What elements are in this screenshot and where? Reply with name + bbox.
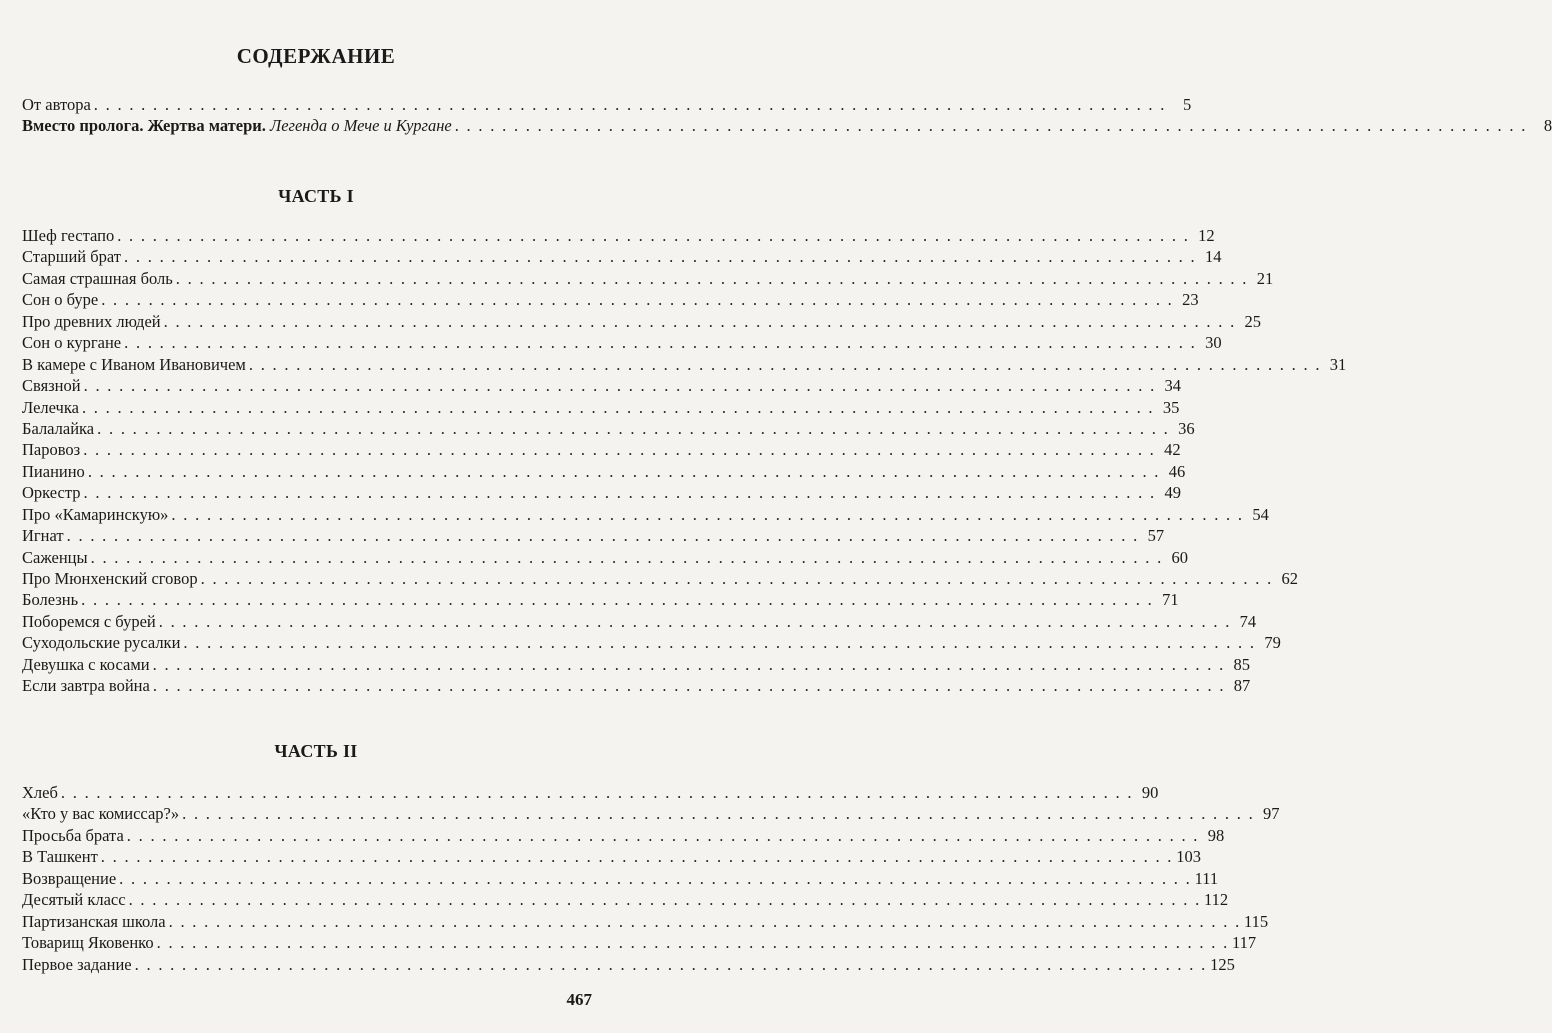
toc-entry <box>22 889 1229 910</box>
toc-entry <box>22 504 1269 525</box>
toc-entry-title: Шеф гестапо <box>22 226 115 245</box>
toc-entry-title: В Ташкент <box>22 847 98 867</box>
toc-entry <box>22 868 1219 889</box>
dot-leader: . . . . . . . . . . . . . . . . . . . . . . . . . . . . . . . . . . . . . . . . . . . . . . . . . . . . . . . . . . . . . . . . . . . . . . . . . . . . . . . . . . . . . . . . . . . <box>200 569 1274 588</box>
toc-entry-page: 42 <box>1164 440 1181 460</box>
toc-entry <box>22 568 1299 589</box>
toc-entry <box>22 115 1552 136</box>
dot-leader: . . . . . . . . . . . . . . . . . . . . . . . . . . . . . . . . . . . . . . . . . . . . . . . . . . . . . . . . . . . . . . . . . . . . . . . . . . . . . . . . . . . . . . . . . . . <box>93 95 1167 114</box>
dot-leader: . . . . . . . . . . . . . . . . . . . . . . . . . . . . . . . . . . . . . . . . . . . . . . . . . . . . . . . . . . . . . . . . . . . . . . . . . . . . . . . . . . . . . . . . . . . <box>454 116 1528 136</box>
toc-entry-page: 103 <box>1176 847 1201 867</box>
toc-entry-page: 12 <box>1198 226 1215 245</box>
toc-entry <box>22 803 1280 824</box>
toc-entry-title: Поборемся с бурей <box>22 611 156 631</box>
toc-entry <box>22 825 1225 846</box>
toc-entry-title: Балалайка <box>22 418 95 438</box>
dot-leader: . . . . . . . . . . . . . . . . . . . . . . . . . . . . . . . . . . . . . . . . . . . . . . . . . . . . . . . . . . . . . . . . . . . . . . . . . . . . . . . . . . . . . . . . . . . <box>117 226 1190 245</box>
toc-entry <box>22 589 1179 610</box>
toc-entry-page: 54 <box>1252 504 1269 524</box>
toc-entry-page: 62 <box>1281 569 1299 588</box>
toc-entry-page: 5 <box>1182 95 1192 114</box>
toc-entry-page: 35 <box>1162 397 1180 417</box>
dot-leader: . . . . . . . . . . . . . . . . . . . . . . . . . . . . . . . . . . . . . . . . . . . . . . . . . . . . . . . . . . . . . . . . . . . . . . . . . . . . . . . . . . . . . . . . . . . <box>158 611 1232 631</box>
toc-entry-title: В камере с Иваном Ивановичем <box>22 354 246 374</box>
dot-leader: . . . . . . . . . . . . . . . . . . . . . . . . . . . . . . . . . . . . . . . . . . . . . . . . . . . . . . . . . . . . . . . . . . . . . . . . . . . . . . . . . . . . . . . . . . . <box>101 290 1174 310</box>
dot-leader: . . . . . . . . . . . . . . . . . . . . . . . . . . . . . . . . . . . . . . . . . . . . . . . . . . . . . . . . . . . . . . . . . . . . . . . . . . . . . . . . . . . . . . . . . . . <box>171 504 1244 524</box>
toc-entry-title: Про Мюнхенский сговор <box>22 569 198 588</box>
part-2-list <box>22 782 1280 975</box>
toc-entry <box>22 654 1251 675</box>
toc-entry-title: Болезнь <box>22 590 79 610</box>
toc-entry-page: 125 <box>1210 954 1235 974</box>
toc-entry <box>22 675 1251 696</box>
toc-entry-page: 30 <box>1205 333 1222 353</box>
toc-entry-page: 115 <box>1244 911 1269 931</box>
toc-entry-title: Если завтра война <box>22 676 150 696</box>
toc-entry-page: 57 <box>1147 526 1165 546</box>
toc-entry-title: «Кто у вас комиссар?» <box>22 804 180 824</box>
dot-leader: . . . . . . . . . . . . . . . . . . . . . . . . . . . . . . . . . . . . . . . . . . . . . . . . . . . . . . . . . . . . . . . . . . . . . . . . . . . . . . . . . . . . . . . . . . . <box>81 397 1155 417</box>
toc-entry-page: 21 <box>1256 268 1274 288</box>
toc-entry-title: Старший брат <box>22 247 122 267</box>
front-matter-list <box>22 94 1552 137</box>
toc-entry-title: Первое задание <box>22 954 132 974</box>
toc-entry-page: 87 <box>1233 676 1251 696</box>
toc-entry-title: Оркестр <box>22 483 81 503</box>
dot-leader: . . . . . . . . . . . . . . . . . . . . . . . . . . . . . . . . . . . . . . . . . . . . . . . . . . . . . . . . . . . . . . . . . . . . . . . . . . . . . . . . . . . . . . . . . . . <box>152 654 1226 674</box>
toc-entry <box>22 397 1180 418</box>
dot-leader: . . . . . . . . . . . . . . . . . . . . . . . . . . . . . . . . . . . . . . . . . . . . . . . . . . . . . . . . . . . . . . . . . . . . . . . . . . . . . . . . . . . . . . . . . . . <box>168 911 1242 931</box>
toc-entry-title: Связной <box>22 376 81 396</box>
toc-entry <box>22 461 1186 482</box>
toc-entry-title <box>22 115 452 136</box>
toc-entry <box>22 354 1347 375</box>
toc-entry-title: Возвращение <box>22 868 117 888</box>
dot-leader: . . . . . . . . . . . . . . . . . . . . . . . . . . . . . . . . . . . . . . . . . . . . . . . . . . . . . . . . . . . . . . . . . . . . . . . . . . . . . . . . . . . . . . . . . . . <box>66 526 1140 546</box>
toc-entry <box>22 246 1222 267</box>
toc-entry-title: Просьба брата <box>22 825 124 845</box>
toc-entry <box>22 311 1262 332</box>
toc-entry <box>22 632 1281 653</box>
dot-leader: . . . . . . . . . . . . . . . . . . . . . . . . . . . . . . . . . . . . . . . . . . . . . . . . . . . . . . . . . . . . . . . . . . . . . . . . . . . . . . . . . . . . . . . . . . . <box>100 847 1174 867</box>
toc-entry-page: 90 <box>1141 783 1159 802</box>
dot-leader: . . . . . . . . . . . . . . . . . . . . . . . . . . . . . . . . . . . . . . . . . . . . . . . . . . . . . . . . . . . . . . . . . . . . . . . . . . . . . . . . . . . . . . . . . . . <box>81 590 1154 610</box>
toc-entry-page: 71 <box>1162 590 1179 610</box>
toc-entry-title: Суходольские русалки <box>22 633 181 653</box>
part-1-heading: ЧАСТЬ I <box>278 186 354 206</box>
toc-entry <box>22 375 1182 396</box>
toc-entry <box>22 332 1222 353</box>
toc-entry-page: 34 <box>1164 376 1182 396</box>
dot-leader: . . . . . . . . . . . . . . . . . . . . . . . . . . . . . . . . . . . . . . . . . . . . . . . . . . . . . . . . . . . . . . . . . . . . . . . . . . . . . . . . . . . . . . . . . . . <box>182 804 1255 824</box>
toc-entry-title: Лелечка <box>22 397 79 417</box>
toc-entry-page: 117 <box>1232 933 1257 953</box>
toc-entry-page: 79 <box>1264 633 1281 653</box>
toc-entry <box>22 911 1269 932</box>
toc-entry <box>22 439 1181 460</box>
toc-entry-title: Самая страшная боль <box>22 268 173 288</box>
toc-entry-title: Сон о буре <box>22 290 99 310</box>
toc-entry-title: Саженцы <box>22 547 88 567</box>
toc-entry <box>22 94 1192 115</box>
toc-entry-title: Паровоз <box>22 440 81 460</box>
toc-entry <box>22 954 1235 975</box>
part-2-heading: ЧАСТЬ II <box>274 741 358 761</box>
toc-entry-page: 14 <box>1204 247 1222 267</box>
toc-entry-page: 74 <box>1239 611 1257 631</box>
dot-leader: . . . . . . . . . . . . . . . . . . . . . . . . . . . . . . . . . . . . . . . . . . . . . . . . . . . . . . . . . . . . . . . . . . . . . . . . . . . . . . . . . . . . . . . . . . . <box>83 483 1156 503</box>
part-1-list <box>22 225 1347 697</box>
dot-leader: . . . . . . . . . . . . . . . . . . . . . . . . . . . . . . . . . . . . . . . . . . . . . . . . . . . . . . . . . . . . . . . . . . . . . . . . . . . . . . . . . . . . . . . . . . . <box>124 333 1197 353</box>
toc-entry <box>22 525 1165 546</box>
dot-leader: . . . . . . . . . . . . . . . . . . . . . . . . . . . . . . . . . . . . . . . . . . . . . . . . . . . . . . . . . . . . . . . . . . . . . . . . . . . . . . . . . . . . . . . . . . . <box>87 461 1161 481</box>
toc-entry-page: 60 <box>1171 547 1189 567</box>
dot-leader: . . . . . . . . . . . . . . . . . . . . . . . . . . . . . . . . . . . . . . . . . . . . . . . . . . . . . . . . . . . . . . . . . . . . . . . . . . . . . . . . . . . . . . . . . . . <box>248 354 1322 374</box>
toc-entry-page: 23 <box>1182 290 1199 310</box>
toc-entry-title: Товарищ Яковенко <box>22 933 154 953</box>
toc-entry-title: Партизанская школа <box>22 911 166 931</box>
toc-entry-page: 97 <box>1263 804 1280 824</box>
dot-leader: . . . . . . . . . . . . . . . . . . . . . . . . . . . . . . . . . . . . . . . . . . . . . . . . . . . . . . . . . . . . . . . . . . . . . . . . . . . . . . . . . . . . . . . . . . . <box>183 633 1256 653</box>
dot-leader: . . . . . . . . . . . . . . . . . . . . . . . . . . . . . . . . . . . . . . . . . . . . . . . . . . . . . . . . . . . . . . . . . . . . . . . . . . . . . . . . . . . . . . . . . . . <box>175 268 1249 288</box>
toc-entry-page: 25 <box>1244 311 1262 331</box>
dot-leader: . . . . . . . . . . . . . . . . . . . . . . . . . . . . . . . . . . . . . . . . . . . . . . . . . . . . . . . . . . . . . . . . . . . . . . . . . . . . . . . . . . . . . . . . . . . <box>97 418 1170 438</box>
dot-leader: . . . . . . . . . . . . . . . . . . . . . . . . . . . . . . . . . . . . . . . . . . . . . . . . . . . . . . . . . . . . . . . . . . . . . . . . . . . . . . . . . . . . . . . . . . . <box>119 868 1192 888</box>
toc-entry-title: Девушка с косами <box>22 654 150 674</box>
toc-entry <box>22 547 1189 568</box>
dot-leader: . . . . . . . . . . . . . . . . . . . . . . . . . . . . . . . . . . . . . . . . . . . . . . . . . . . . . . . . . . . . . . . . . . . . . . . . . . . . . . . . . . . . . . . . . . . <box>83 440 1156 460</box>
toc-entry-title: Про «Камаринскую» <box>22 504 169 524</box>
toc-entry-page: 8 <box>1543 116 1552 136</box>
toc-entry-title: Хлеб <box>22 783 58 802</box>
dot-leader: . . . . . . . . . . . . . . . . . . . . . . . . . . . . . . . . . . . . . . . . . . . . . . . . . . . . . . . . . . . . . . . . . . . . . . . . . . . . . . . . . . . . . . . . . . . <box>156 933 1230 953</box>
toc-entry <box>22 782 1159 803</box>
toc-entry <box>22 482 1181 503</box>
toc-entry-title: Пианино <box>22 461 85 481</box>
toc-entry-title: От автора <box>22 95 91 114</box>
toc-entry <box>22 418 1195 439</box>
dot-leader: . . . . . . . . . . . . . . . . . . . . . . . . . . . . . . . . . . . . . . . . . . . . . . . . . . . . . . . . . . . . . . . . . . . . . . . . . . . . . . . . . . . . . . . . . . . <box>134 954 1208 974</box>
dot-leader: . . . . . . . . . . . . . . . . . . . . . . . . . . . . . . . . . . . . . . . . . . . . . . . . . . . . . . . . . . . . . . . . . . . . . . . . . . . . . . . . . . . . . . . . . . . <box>83 376 1157 396</box>
toc-entry <box>22 846 1201 867</box>
toc-entry-page: 46 <box>1168 461 1186 481</box>
toc-entry-page: 36 <box>1178 418 1195 438</box>
toc-entry <box>22 611 1257 632</box>
toc-entry-page: 98 <box>1207 825 1225 845</box>
toc-entry <box>22 225 1215 246</box>
toc-entry-title: Сон о кургане <box>22 333 122 353</box>
toc-entry-page: 31 <box>1329 354 1347 374</box>
toc-entry-title: Про древних людей <box>22 311 161 331</box>
toc-entry-bold-title: Вместо пролога. Жертва матери. <box>22 116 266 136</box>
toc-entry <box>22 268 1274 289</box>
page-number: 467 <box>566 990 592 1009</box>
dot-leader: . . . . . . . . . . . . . . . . . . . . . . . . . . . . . . . . . . . . . . . . . . . . . . . . . . . . . . . . . . . . . . . . . . . . . . . . . . . . . . . . . . . . . . . . . . . <box>152 676 1226 696</box>
toc-entry-page: 85 <box>1233 654 1251 674</box>
toc-entry-title: Десятый класс <box>22 890 126 910</box>
contents-title: СОДЕРЖАНИЕ <box>236 44 396 68</box>
toc-entry-italic-subtitle: Легенда о Мече и Кургане <box>270 116 452 136</box>
dot-leader: . . . . . . . . . . . . . . . . . . . . . . . . . . . . . . . . . . . . . . . . . . . . . . . . . . . . . . . . . . . . . . . . . . . . . . . . . . . . . . . . . . . . . . . . . . . <box>124 247 1197 267</box>
dot-leader: . . . . . . . . . . . . . . . . . . . . . . . . . . . . . . . . . . . . . . . . . . . . . . . . . . . . . . . . . . . . . . . . . . . . . . . . . . . . . . . . . . . . . . . . . . . <box>60 783 1134 802</box>
dot-leader: . . . . . . . . . . . . . . . . . . . . . . . . . . . . . . . . . . . . . . . . . . . . . . . . . . . . . . . . . . . . . . . . . . . . . . . . . . . . . . . . . . . . . . . . . . . <box>126 825 1200 845</box>
toc-entry-page: 112 <box>1204 890 1229 910</box>
dot-leader: . . . . . . . . . . . . . . . . . . . . . . . . . . . . . . . . . . . . . . . . . . . . . . . . . . . . . . . . . . . . . . . . . . . . . . . . . . . . . . . . . . . . . . . . . . . <box>128 890 1202 910</box>
toc-entry-page: 49 <box>1164 483 1181 503</box>
toc-entry <box>22 289 1199 310</box>
toc-entry-page: 111 <box>1194 868 1219 888</box>
dot-leader: . . . . . . . . . . . . . . . . . . . . . . . . . . . . . . . . . . . . . . . . . . . . . . . . . . . . . . . . . . . . . . . . . . . . . . . . . . . . . . . . . . . . . . . . . . . <box>163 311 1237 331</box>
toc-entry <box>22 932 1257 953</box>
dot-leader: . . . . . . . . . . . . . . . . . . . . . . . . . . . . . . . . . . . . . . . . . . . . . . . . . . . . . . . . . . . . . . . . . . . . . . . . . . . . . . . . . . . . . . . . . . . <box>90 547 1164 567</box>
toc-entry-title: Игнат <box>22 526 64 546</box>
